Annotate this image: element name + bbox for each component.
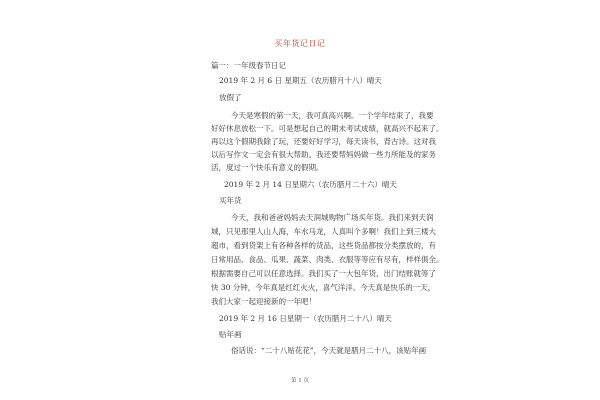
section-title: 篇一：一年级春节日记 bbox=[211, 61, 286, 70]
document-title: 买年货记日记 bbox=[274, 39, 326, 48]
paragraph-line: 我们大家一起迎接新的一年吧！ bbox=[211, 297, 316, 306]
entry-date: 2019 年 2 月 16 日星期一（农历腊月二十八）晴天 bbox=[219, 314, 392, 323]
paragraph-line: 快 30 分钟，今年真是红红火火，喜气洋洋。今天真是快乐的一天， bbox=[211, 283, 436, 292]
paragraph-line: 再以这个假期我除了玩，还要好好学习，每天读书，背古诗。这对我 bbox=[211, 137, 436, 146]
paragraph-line: 今天，我和爸爸妈妈去天润城购物广场买年货。我们来到天润 bbox=[231, 213, 434, 222]
page-number: 第 1 页 bbox=[291, 378, 309, 384]
paragraph-line: 好好休息放松一下。可是想起自己的期末考试成绩，就高兴不起来了。 bbox=[211, 124, 444, 133]
entry-date: 2019 年 2 月 14 日星期六（农历腊月二十六）晴天 bbox=[224, 180, 397, 189]
paragraph-line: 今天是寒假的第一天，我可真高兴啊。一个学年结束了，我要 bbox=[231, 111, 434, 120]
entry-date: 2019 年 2 月 6 日 星期五（农历腊月十八）晴天 bbox=[219, 76, 382, 85]
paragraph-line: 俗话说：“二十八贴花花”，今天就是腊月二十八，该贴年画 bbox=[231, 346, 427, 355]
paragraph-line: 以后写作文一定会有很大帮助。我还要帮妈妈做一些力所能及的家务 bbox=[211, 150, 436, 159]
paragraph-line: 城，只见那里人山人海，车水马龙，人真叫个多啊！我们上到三楼大 bbox=[211, 227, 436, 236]
entry-heading: 放假了 bbox=[219, 93, 242, 102]
paragraph-line: 日常用品、食品、瓜果、蔬菜、肉类、衣服等等应有尽有，样样俱全。 bbox=[211, 255, 444, 264]
paragraph-line: 活，度过一个快乐有意义的假期。 bbox=[211, 163, 324, 172]
entry-heading: 买年货 bbox=[219, 196, 242, 205]
paragraph-line: 超市，看到货架上有各种各样的货品，这些货品都按分类摆放的，有 bbox=[211, 241, 436, 250]
entry-heading: 贴年画 bbox=[219, 330, 242, 339]
paragraph-line: 根据需要自己可以任意选择。我们买了一大包年货，出门结账就等了 bbox=[211, 269, 436, 278]
